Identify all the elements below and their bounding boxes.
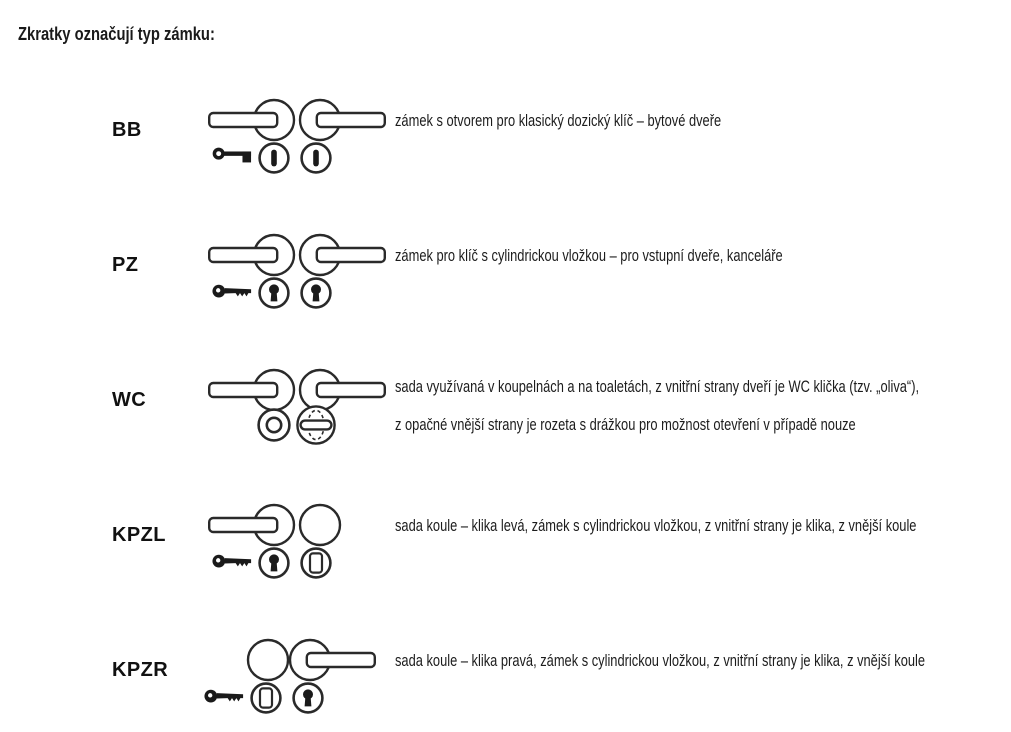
lever-handle-left-icon [208,503,296,547]
cylinder-keyhole-rosette-icon [292,682,324,714]
lock-type-row-kpzl [0,503,1011,603]
bb-keyhole-rosette-icon [258,142,290,174]
lever-handle-right-icon [298,98,386,142]
door-knob-icon [246,638,290,682]
lock-type-row-wc [0,368,1011,468]
lock-description-wc: sada využívaná v koupelnách a na toaletách, z vnitřní strany dveří je WC klička (tzv. „oliva“), z opačné vnější strany je rozeta s drážkou pro možnost otevření v případě nouze [395,378,920,434]
lock-code-kpzl: KPZL [112,524,166,546]
lock-code-pz: PZ [112,254,139,276]
cylinder-key-icon [204,686,244,708]
wc-oliva-turn-rosette-icon [296,405,336,445]
lock-type-row-bb [0,98,1011,198]
lever-handle-left-icon [208,368,296,412]
lever-handle-left-icon [208,233,296,277]
cylinder-keyhole-rosette-icon [258,277,290,309]
lever-handle-left-icon [208,98,296,142]
lock-code-bb: BB [112,119,142,141]
page-title: Zkratky označují typ zámku: [18,24,215,44]
lock-type-row-kpzr [0,638,1011,732]
lock-description-kpzr: sada koule – klika pravá, zámek s cylindrickou vložkou, z vnitřní strany je klika, z vnější koule [395,652,926,670]
bb-keyhole-rosette-icon [300,142,332,174]
cylinder-key-icon [212,551,252,573]
door-knob-icon [298,503,342,547]
lever-handle-right-icon [298,233,386,277]
classic-bit-key-icon [212,146,252,168]
lock-code-kpzr: KPZR [112,659,169,681]
lock-description-bb: zámek s otvorem pro klasický dozický klíč – bytové dveře [395,112,722,130]
lock-description-kpzl: sada koule – klika levá, zámek s cylindrickou vložkou, z vnitřní strany je klika, z vnější koule [395,517,917,535]
cylinder-key-icon [212,281,252,303]
cylinder-keyhole-rosette-icon [258,547,290,579]
groove-rosette-icon [257,408,291,442]
lever-handle-right-icon [288,638,376,682]
blind-rosette-icon [300,547,332,579]
lock-code-wc: WC [112,389,147,411]
cylinder-keyhole-rosette-icon [300,277,332,309]
lock-description-pz: zámek pro klíč s cylindrickou vložkou – pro vstupní dveře, kanceláře [395,247,783,265]
lock-type-row-pz [0,233,1011,333]
blind-rosette-icon [250,682,282,714]
